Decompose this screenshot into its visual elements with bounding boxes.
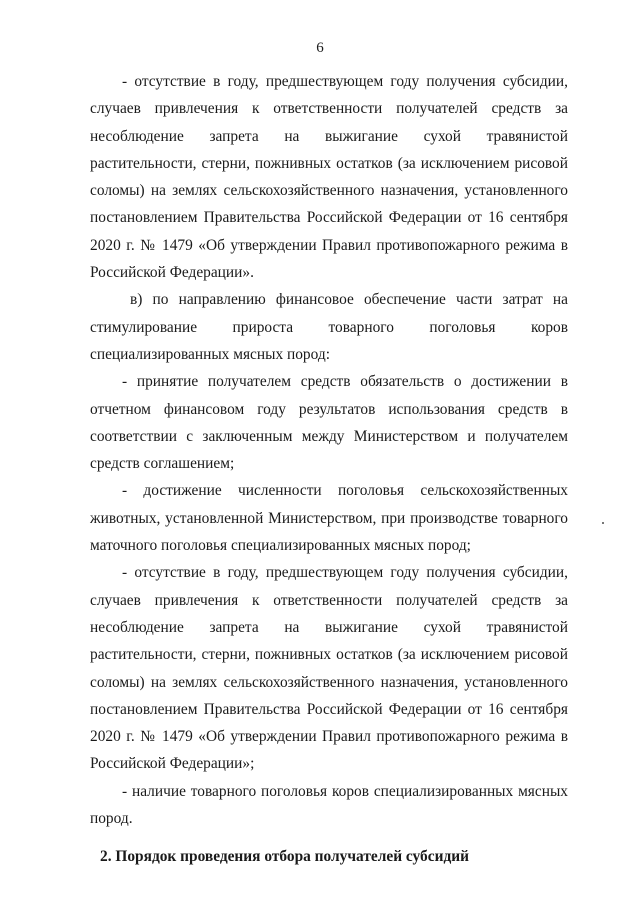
paragraph-obligations: - принятие получателем средств обязательств о достижении в отчетном финансовом году результатов использования средств в соответствии с заключенным между Министерством и получателем средств соглашением; (90, 373, 568, 473)
scan-artifact (602, 522, 604, 524)
document-body (90, 68, 568, 871)
paragraph-no-violations-1: - отсутствие в году, предшествующем году получения субсидии, случаев привлечения к ответственности получателей средств за несоблюдение запрета на выжигание сухой травянистой растительности, стерни, пожнивных остатков (за исключением рисовой соломы) на землях сельскохозяйственного назначения, установленного постановлением Правительства Российской Федерации от 16 сентября 2020 г. № 1479 «Об утверждении Правил противопожарного режима в Российской Федерации». (90, 73, 568, 282)
paragraph-cattle-presence: - наличие товарного поголовья коров специализированных мясных пород. (90, 782, 568, 828)
paragraph-livestock-numbers: - достижение численности поголовья сельскохозяйственных животных, установленной Министерством, при производстве товарного маточного поголовья специализированных мясных пород; (90, 482, 568, 555)
paragraph-no-violations-2: - отсутствие в году, предшествующем году получения субсидии, случаев привлечения к ответственности получателей средств за несоблюдение запрета на выжигание сухой травянистой растительности, стерни, пожнивных остатков (за исключением рисовой соломы) на землях сельскохозяйственного назначения, установленного постановлением Правительства Российской Федерации от 16 сентября 2020 г. № 1479 «Об утверждении Правил противопожарного режима в Российской Федерации»; (90, 564, 568, 773)
paragraph-beef-cattle-direction: в) по направлению финансовое обеспечение части затрат на стимулирование прироста товарного поголовья коров специализированных мясных пород: (90, 291, 568, 363)
page-number: 6 (316, 40, 324, 56)
section-heading: 2. Порядок проведения отбора получателей субсидий (100, 848, 469, 866)
